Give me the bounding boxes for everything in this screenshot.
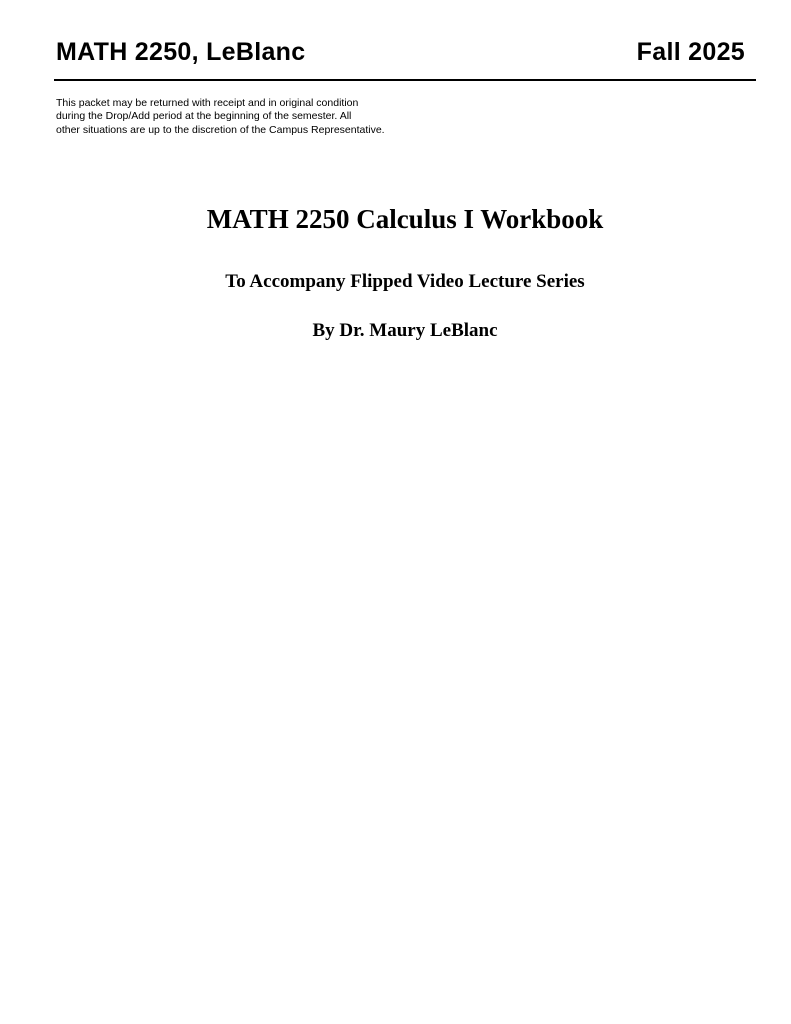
- workbook-title: MATH 2250 Calculus I Workbook: [206, 204, 604, 234]
- return-policy-notice: [56, 97, 436, 137]
- notice-line: during the Drop/Add period at the beginning of the semester. All: [56, 110, 352, 123]
- notice-line: This packet may be returned with receipt and in original condition: [56, 97, 359, 109]
- workbook-subtitle: To Accompany Flipped Video Lecture Series: [225, 271, 585, 292]
- header-divider: [54, 79, 756, 81]
- page-header: [56, 38, 745, 78]
- workbook-author: By Dr. Maury LeBlanc: [312, 320, 498, 341]
- notice-line: other situations are up to the discretion of the Campus Representative.: [56, 123, 385, 136]
- course-label: MATH 2250, LeBlanc: [56, 38, 306, 66]
- term-label: Fall 2025: [636, 38, 745, 66]
